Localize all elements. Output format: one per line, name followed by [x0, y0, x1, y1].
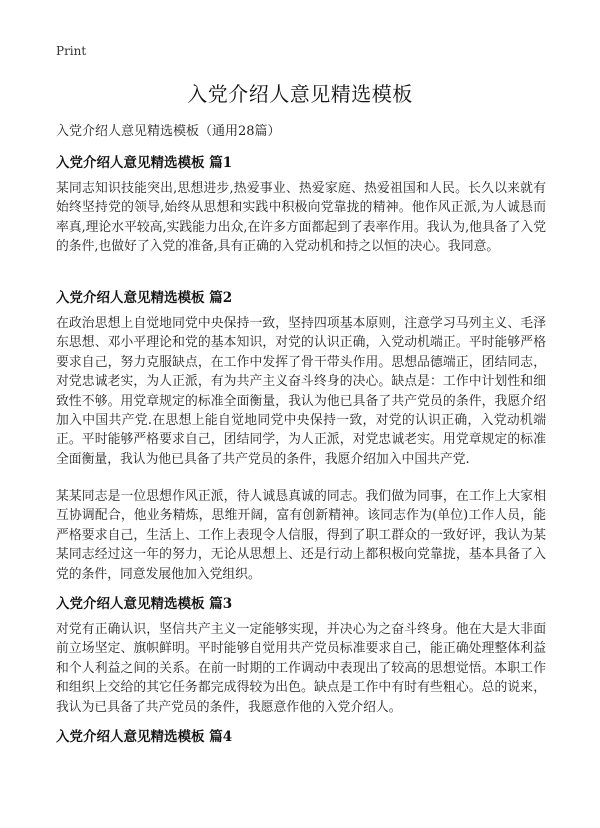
page-title: 入党介绍人意见精选模板	[187, 82, 413, 106]
section-heading-4: 入党介绍人意见精选模板 篇4	[56, 729, 233, 745]
section-3-paragraph-1: 对党有正确认识，坚信共产主义一定能够实现，并决心为之奋斗终身。他在大是大非面前立场坚定、旗帜鲜明。平时能够自觉用共产党员标准要求自己，能正确处理整体利益和个人利益之间的关系。在前一时期的工作调动中表现出了较高的思想觉悟。本职工作和组织上交给的其它任务都完成得较为出色。缺点是工作中有时有些粗心。总的说来，我认为已具备了共产党员的条件，我愿意作他的入党介绍人。	[56, 622, 546, 715]
section-heading-3: 入党介绍人意见精选模板 篇3	[56, 596, 233, 612]
section-1-paragraph-1: 某同志知识技能突出,思想进步,热爱事业、热爱家庭、热爱祖国和人民。长久以来就有始终坚持党的领导,始终从思想和实践中积极向党靠拢的精神。他作风正派,为人诚恳而率真,理论水平较高,实践能力出众,在许多方面都起到了表率作用。我认为,他具备了入党的条件,也做好了入党的准备,具有正确的入党动机和持之以恒的决心。我同意。	[56, 181, 546, 255]
document-intro: 入党介绍人意见精选模板（通用28篇）	[56, 124, 281, 139]
section-heading-2: 入党介绍人意见精选模板 篇2	[56, 290, 233, 306]
print-link[interactable]: Print	[56, 44, 87, 58]
section-2-paragraph-2: 某某同志是一位思想作风正派，待人诚恳真诚的同志。我们做为同事，在工作上大家相互协调配合，他业务精炼，思维开阔，富有创新精神。该同志作为(单位)工作人员，能严格要求自己，生活上、工作上表现令人信服，得到了职工群众的一致好评，我认为某某同志经过这一年的努力，无论从思想上、还是行动上都积极向党靠拢，基本具备了入党的条件，同意发展他加入党组织。	[56, 489, 546, 582]
section-heading-1: 入党介绍人意见精选模板 篇1	[56, 155, 233, 171]
section-2-paragraph-1: 在政治思想上自觉地同党中央保持一致，坚持四项基本原则，注意学习马列主义、毛泽东思想、邓小平理论和党的基本知识，对党的认识正确，入党动机端正。平时能够严格要求自己，努力克服缺点，在工作中发挥了骨干带头作用。思想品德端正，团结同志，对党忠诚老实，为人正派，有为共产主义奋斗终身的决心。缺点是：工作中计划性和细致性不够。用党章规定的标准全面衡量，我认为他已具备了共产党员的条件，我愿介绍加入中国共产党.在思想上能自觉地同党中央保持一致，对党的认识正确，入党动机端正。平时能够严格要求自己，团结同学，为人正派，对党忠诚老实。用党章规定的标准全面衡量，我认为他已具备了共产党员的条件，我愿介绍加入中国共产党.	[56, 316, 546, 467]
